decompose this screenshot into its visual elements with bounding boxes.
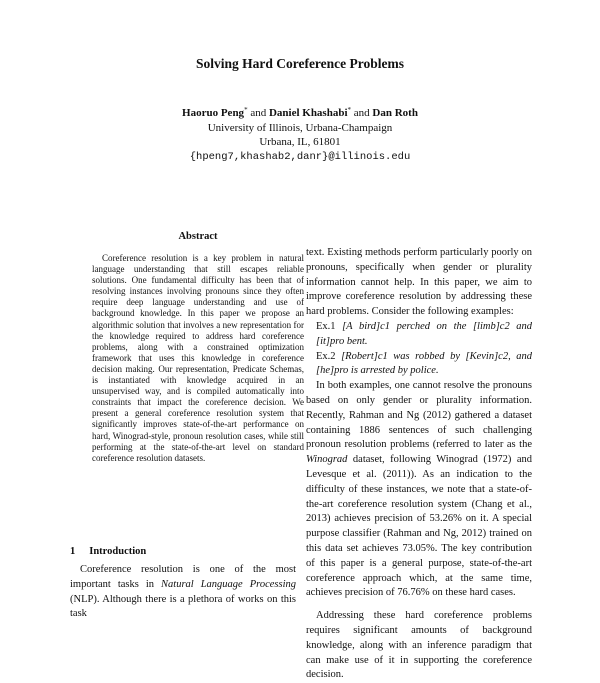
and-2: and — [353, 107, 370, 119]
paragraph-2 — [306, 379, 532, 601]
paragraph-2-b: dataset, following Winograd (1972) and Levesque et al. (2011)). As an indication to the difficulty of these instances, we note that a state-of-the-art coreference resolution system (Chang et al., 2013) achieves precision of 53.26% on it. A special purpose classifier (Rahman and Ng, 2012) trained on this data set achieves 73.05%. The key contribution of this paper is a general purpose, state-of-the-art coreference approach which, at the same time, achieves precision of 76.76% on these hard cases. — [306, 454, 532, 599]
example-2-label: Ex.2 — [316, 350, 336, 362]
paragraph-3: Addressing these hard coreference problems requires significant amounts of background knowledge, along with an inference paradigm that can make use of it in supporting the coreference decision. — [306, 610, 532, 681]
affiliation: University of Illinois, Urbana-Champaign — [207, 121, 393, 134]
introduction-text — [70, 563, 296, 622]
intro-term: Natural Language Processing — [161, 578, 296, 590]
email: {hpeng7,khashab2,danr}@illinois.edu — [189, 150, 411, 163]
author-names — [0, 106, 600, 121]
and-1: and — [250, 107, 267, 119]
paragraph-2-a: In both examples, one cannot resolve the pronouns based on only gender or plurality information. Recently, Rahman and Ng (2012) gathered a dataset containing 1886 sentences of such challenging pronoun resolution problems (referred to later as the — [306, 380, 532, 451]
author-3: Dan Roth — [372, 107, 418, 119]
section-number: 1 — [70, 546, 76, 557]
paragraph-1: text. Existing methods perform particularly poorly on pronouns, specifically when gender or plurality information cannot help. In this paper, we aim to improve coreference resolution by addressing these hard problems. Consider the following examples: — [306, 247, 532, 318]
example-2-text: [Robert]c1 was robbed by [Kevin]c2, and [he]pro is arrested by police. — [316, 350, 533, 377]
author-2-mark: * — [347, 106, 352, 114]
intro-lead: Coreference resolution is one of the most important tasks in — [70, 564, 296, 590]
example-1-text: [A bird]c1 perched on the [limb]c2 and [it]pro bent. — [316, 320, 532, 347]
example-1 — [306, 320, 532, 350]
author-1-mark: * — [244, 106, 248, 114]
intro-tail: (NLP). Although there is a plethora of works on this task — [70, 593, 296, 620]
abstract-text: Coreference resolution is a key problem in natural language understanding that still escapes reliable solutions. One fundamental difficulty has been that of resolving instances involving pronouns since they often require deep language understanding and use of background knowledge. In this paper we propose an algorithmic solution that involves a new representation for the knowledge required to address hard coreference problems, along with a constrained optimization framework that uses this knowledge in coreference decision making. Our representation, Predicate Schemas, is instantiated with knowledge acquired in an unsupervised way, and is compiled automatically into constraints that impact the coreference decision. We present a general coreference resolution system that significantly improves state-of-the-art performance on hard, Winograd-style, pronoun resolution cases, while still performing at the state-of-the-art level on standard coreference resolution datasets. — [92, 253, 304, 463]
right-column — [306, 246, 532, 683]
abstract-heading: Abstract — [178, 231, 218, 242]
author-2: Daniel Khashabi — [268, 107, 348, 119]
author-1: Haoruo Peng — [182, 107, 245, 119]
section-title: Introduction — [89, 546, 147, 557]
example-2 — [306, 350, 532, 380]
section-introduction-heading — [70, 546, 146, 557]
paper-title: Solving Hard Coreference Problems — [195, 56, 405, 71]
paragraph-2-term: Winograd — [306, 454, 348, 466]
address: Urbana, IL, 61801 — [259, 136, 341, 148]
example-1-label: Ex.1 — [316, 320, 336, 332]
author-block — [0, 106, 600, 164]
